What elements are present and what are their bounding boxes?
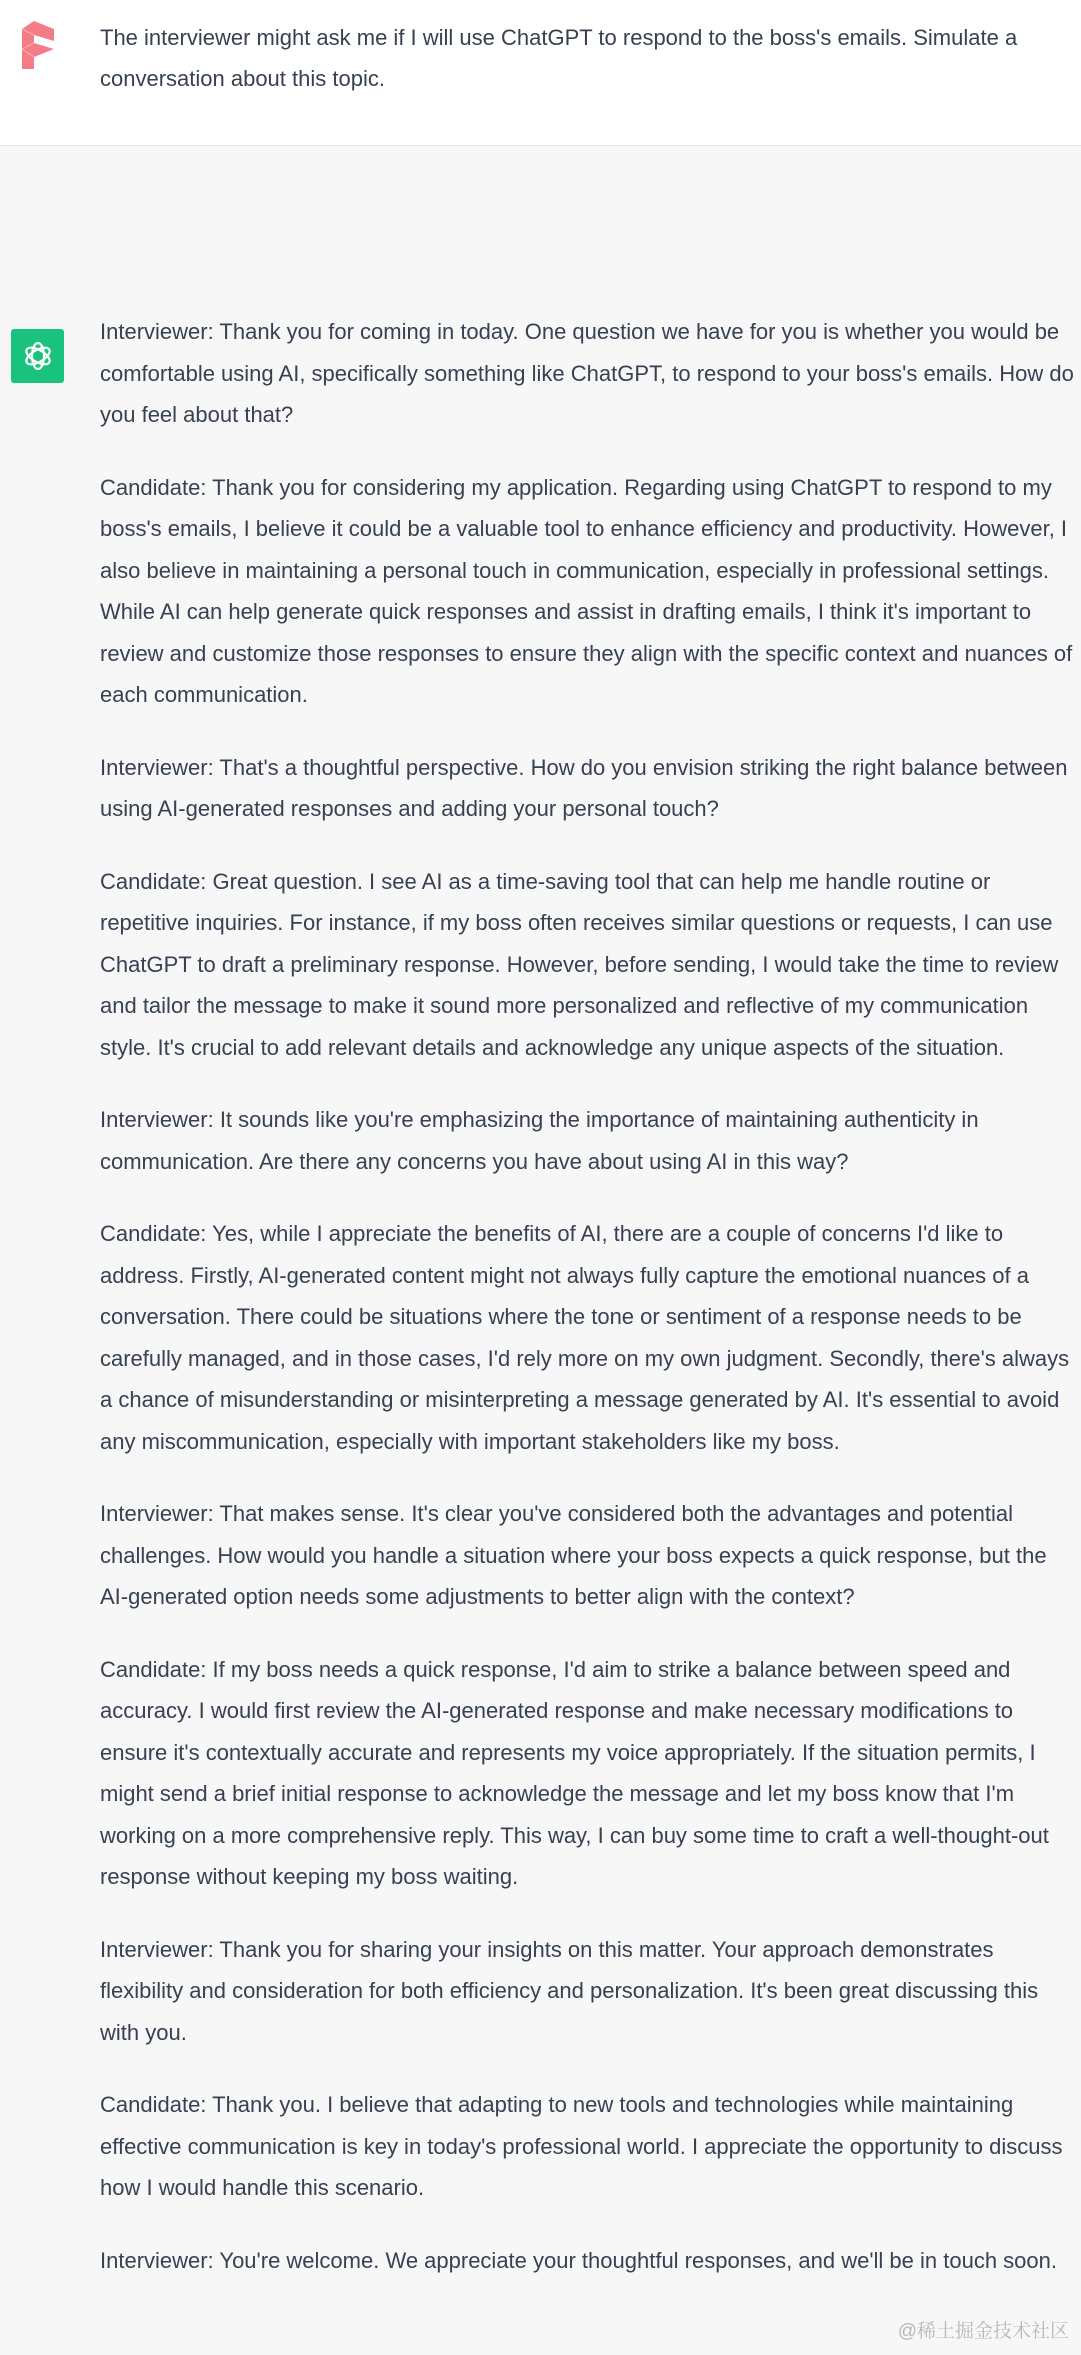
dialogue-paragraph: Interviewer: It sounds like you're emphasizing the importance of maintaining authenticity in communication. Are there any concerns you have about using AI in this way?: [100, 1107, 979, 1174]
watermark: @稀土掘金技术社区: [897, 2321, 1069, 2342]
chatgpt-logo-icon: [11, 329, 64, 383]
dialogue-paragraph: Candidate: Thank you. I believe that adapting to new tools and technologies while maintaining effective communication is key in today's professional world. I appreciate the opportunity to discuss how I would handle this scenario.: [100, 2092, 1063, 2200]
dialogue-paragraph: Interviewer: Thank you for sharing your insights on this matter. Your approach demonstrates flexibility and consideration for both efficiency and personalization. It's been great discussing this with you.: [100, 1936, 1039, 2045]
dialogue-paragraph: Candidate: Thank you for considering my application. Regarding using ChatGPT to respond to my boss's emails, I believe it could be a valuable tool to enhance efficiency and productivity. However, I also believe in maintaining a personal touch in communication, especially in professional settings. While AI can help generate quick responses and assist in drafting emails, I think it's important to review and customize those responses to ensure they align with the specific context and nuances of each communication.: [100, 474, 1073, 707]
assistant-message: [0, 146, 1081, 2281]
dialogue-paragraph: Candidate: Yes, while I appreciate the benefits of AI, there are a couple of concerns I'd like to address. Firstly, AI-generated content might not always fully capture the emotional nuances of a conversation. There could be situations where the tone or sentiment of a response needs to be carefully managed, and in those cases, I'd rely more on my own judgment. Secondly, there's always a chance of misunderstanding or misinterpreting a message generated by AI. It's essential to avoid any miscommunication, especially with important stakeholders like my boss.: [100, 1221, 1070, 1454]
dialogue-paragraph: Interviewer: That makes sense. It's clear you've considered both the advantages and potential challenges. How would you handle a situation where your boss expects a quick response, but the AI-generated option needs some adjustments to better align with the context?: [100, 1501, 1047, 1609]
user-message-text: The interviewer might ask me if I will use ChatGPT to respond to the boss's emails. Simulate a conversation about this topic.: [100, 25, 1018, 91]
dialogue-paragraph: Interviewer: Thank you for coming in today. One question we have for you is whether you would be comfortable using AI, specifically something like ChatGPT, to respond to your boss's emails. How do you feel about that?: [100, 319, 1074, 427]
dialogue-paragraph: Interviewer: That's a thoughtful perspective. How do you envision striking the right balance between using AI-generated responses and adding your personal touch?: [100, 754, 1068, 821]
dialogue-paragraph: Candidate: Great question. I see AI as a time-saving tool that can help me handle routine or repetitive inquiries. For instance, if my boss often receives similar questions or requests, I can use ChatGPT to draft a preliminary response. However, before sending, I would take the time to review and tailor the message to make it sound more personalized and reflective of my communication style. It's crucial to add relevant details and acknowledge any unique aspects of the situation.: [100, 868, 1059, 1060]
user-message: [0, 0, 1081, 146]
assistant-message-body: [100, 311, 1075, 2281]
user-avatar-icon: [22, 21, 54, 69]
dialogue-paragraph: Candidate: If my boss needs a quick response, I'd aim to strike a balance between speed and accuracy. I would first review the AI-generated response and make necessary modifications to ensure it's contextually accurate and represents my voice appropriately. If the situation permits, I might send a brief initial response to acknowledge the message and let my boss know that I'm working on a more comprehensive reply. This way, I can buy some time to craft a well-thought-out response without keeping my boss waiting.: [100, 1656, 1049, 1889]
dialogue-paragraph: Interviewer: You're welcome. We appreciate your thoughtful responses, and we'll be in touch soon.: [100, 2247, 1057, 2273]
